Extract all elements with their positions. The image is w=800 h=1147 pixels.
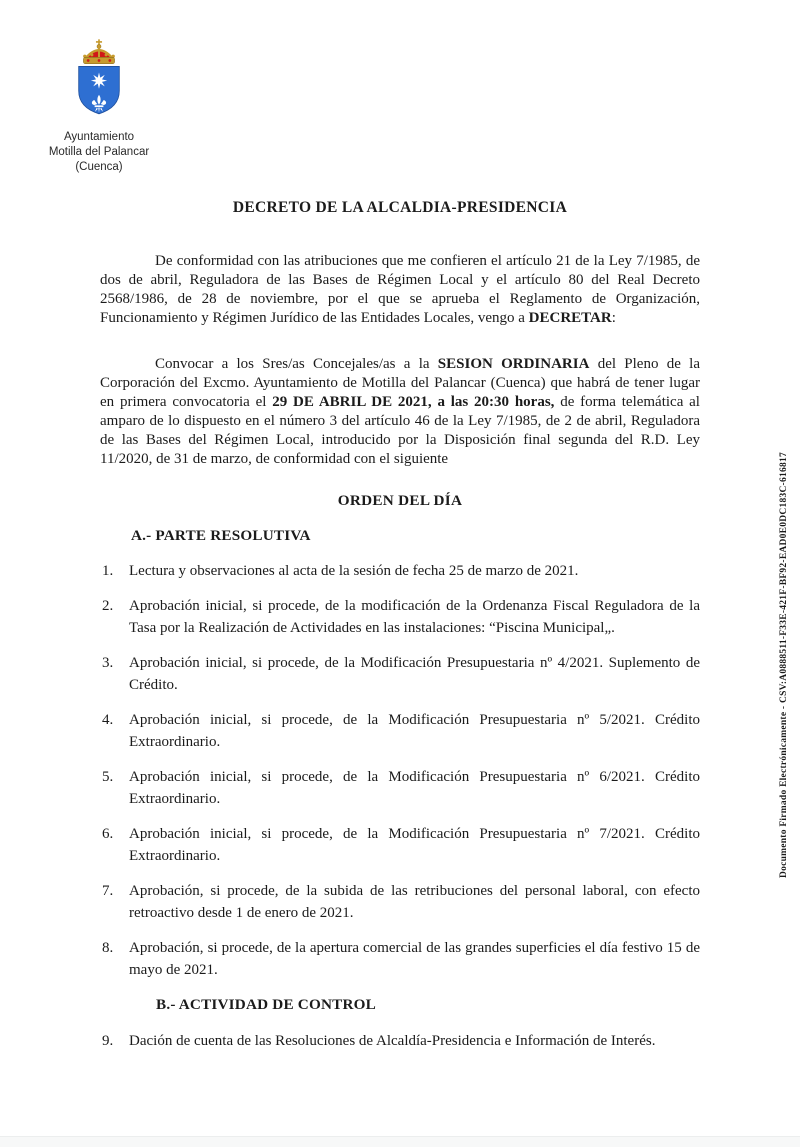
agenda-item-text: Aprobación, si procede, de la subida de las retribuciones del personal laboral, con efecto retroactivo desde 1 de enero de 2021.	[129, 882, 700, 921]
agenda-item-number: 5.	[102, 768, 114, 785]
agenda-list-a	[100, 560, 700, 982]
agenda-item-text: Dación de cuenta de las Resoluciones de Alcaldía-Presidencia e Información de Interés.	[129, 1032, 656, 1049]
agenda-item-number: 7.	[102, 882, 114, 899]
paragraph-convocation-text1: Convocar a los Sres/as Concejales/as a la	[155, 356, 438, 372]
agenda-item-3	[100, 652, 700, 697]
agenda-item-number: 6.	[102, 825, 114, 842]
agenda-item-8	[100, 937, 700, 982]
agenda-item-number: 4.	[102, 711, 114, 728]
logo-caption-line1: Ayuntamiento	[63, 131, 135, 143]
paragraph-convocation-bold1: SESION ORDINARIA	[437, 356, 590, 372]
agenda-item-text: Aprobación inicial, si procede, de la Modificación Presupuestaria nº 4/2021. Suplemento de Crédito.	[129, 654, 700, 693]
document-body	[100, 0, 700, 1064]
paragraph-preamble-bold: DECRETAR	[528, 310, 612, 326]
agenda-item-9	[100, 1030, 700, 1053]
logo-caption-line3: (Cuenca)	[75, 161, 123, 173]
agenda-item-4	[100, 709, 700, 754]
agenda-item-text: Aprobación inicial, si procede, de la Modificación Presupuestaria nº 5/2021. Crédito Extraordinario.	[129, 711, 700, 750]
agenda-item-text: Aprobación inicial, si procede, de la Modificación Presupuestaria nº 7/2021. Crédito Extraordinario.	[129, 825, 700, 864]
agenda-item-1	[100, 560, 700, 583]
electronic-signature-csv: Documento Firmado Electrónicamente - CSV:A0888511-F33E-421F-BF92-EAD0E0DC183C-616817	[779, 452, 789, 878]
document-title: DECRETO DE LA ALCALDIA-PRESIDENCIA	[232, 199, 568, 216]
heading-parte-resolutiva: A.- PARTE RESOLUTIVA	[131, 527, 311, 544]
paragraph-convocation-text2: del Pleno de la Corporación del Excmo. Ayuntamiento de Motilla del Palancar (Cuenca) que habrá de tener lugar en primera convocatoria el	[100, 356, 700, 410]
agenda-item-2	[100, 595, 700, 640]
paragraph-convocation-text3: de forma telemática al amparo de lo dispuesto en el número 3 del artículo 46 de la Ley 7/1985, de 2 de abril, Reguladora de las Bases del Régimen Local, introducido por la Disposición final segunda del R.D. Ley 11/2020, de 31 de marzo, de conformidad con el siguiente	[100, 394, 700, 467]
heading-orden-del-dia: ORDEN DEL DÍA	[337, 492, 463, 509]
paragraph-convocation	[100, 355, 700, 469]
agenda-item-text: Aprobación inicial, si procede, de la Modificación Presupuestaria nº 6/2021. Crédito Extraordinario.	[129, 768, 700, 807]
logo-caption-line2: Motilla del Palancar	[48, 146, 150, 158]
agenda-item-number: 2.	[102, 597, 114, 614]
agenda-item-5	[100, 766, 700, 811]
paragraph-preamble-text: De conformidad con las atribuciones que me confieren el artículo 21 de la Ley 7/1985, de dos de abril, Reguladora de las Bases de Régimen Local y el artículo 80 del Real Decreto 2568/1986, de 28 de noviembre, por el que se aprueba el Reglamento de Organización, Funcionamiento y Régimen Jurídico de las Entidades Locales, vengo a	[100, 253, 700, 326]
agenda-item-number: 3.	[102, 654, 114, 671]
paragraph-convocation-bold2: 29 DE ABRIL DE 2021, a las 20:30 horas,	[272, 394, 555, 410]
agenda-item-7	[100, 880, 700, 925]
agenda-item-text: Lectura y observaciones al acta de la sesión de fecha 25 de marzo de 2021.	[129, 563, 579, 579]
paragraph-preamble-colon: :	[611, 310, 616, 326]
agenda-item-6	[100, 823, 700, 868]
agenda-item-number: 8.	[102, 939, 114, 956]
agenda-list-b	[100, 1030, 700, 1053]
agenda-item-text: Aprobación inicial, si procede, de la modificación de la Ordenanza Fiscal Reguladora de la Tasa por la Realización de Actividades en las instalaciones: “Piscina Municipal„.	[129, 597, 700, 636]
agenda-item-number: 9.	[102, 1032, 114, 1049]
agenda-item-text: Aprobación, si procede, de la apertura comercial de las grandes superficies el día festivo 15 de mayo de 2021.	[129, 939, 700, 978]
heading-actividad-de-control: B.- ACTIVIDAD DE CONTROL	[156, 995, 376, 1013]
paragraph-preamble	[100, 252, 700, 328]
agenda-item-number: 1.	[102, 563, 114, 579]
page-bottom-edge	[0, 1136, 800, 1147]
